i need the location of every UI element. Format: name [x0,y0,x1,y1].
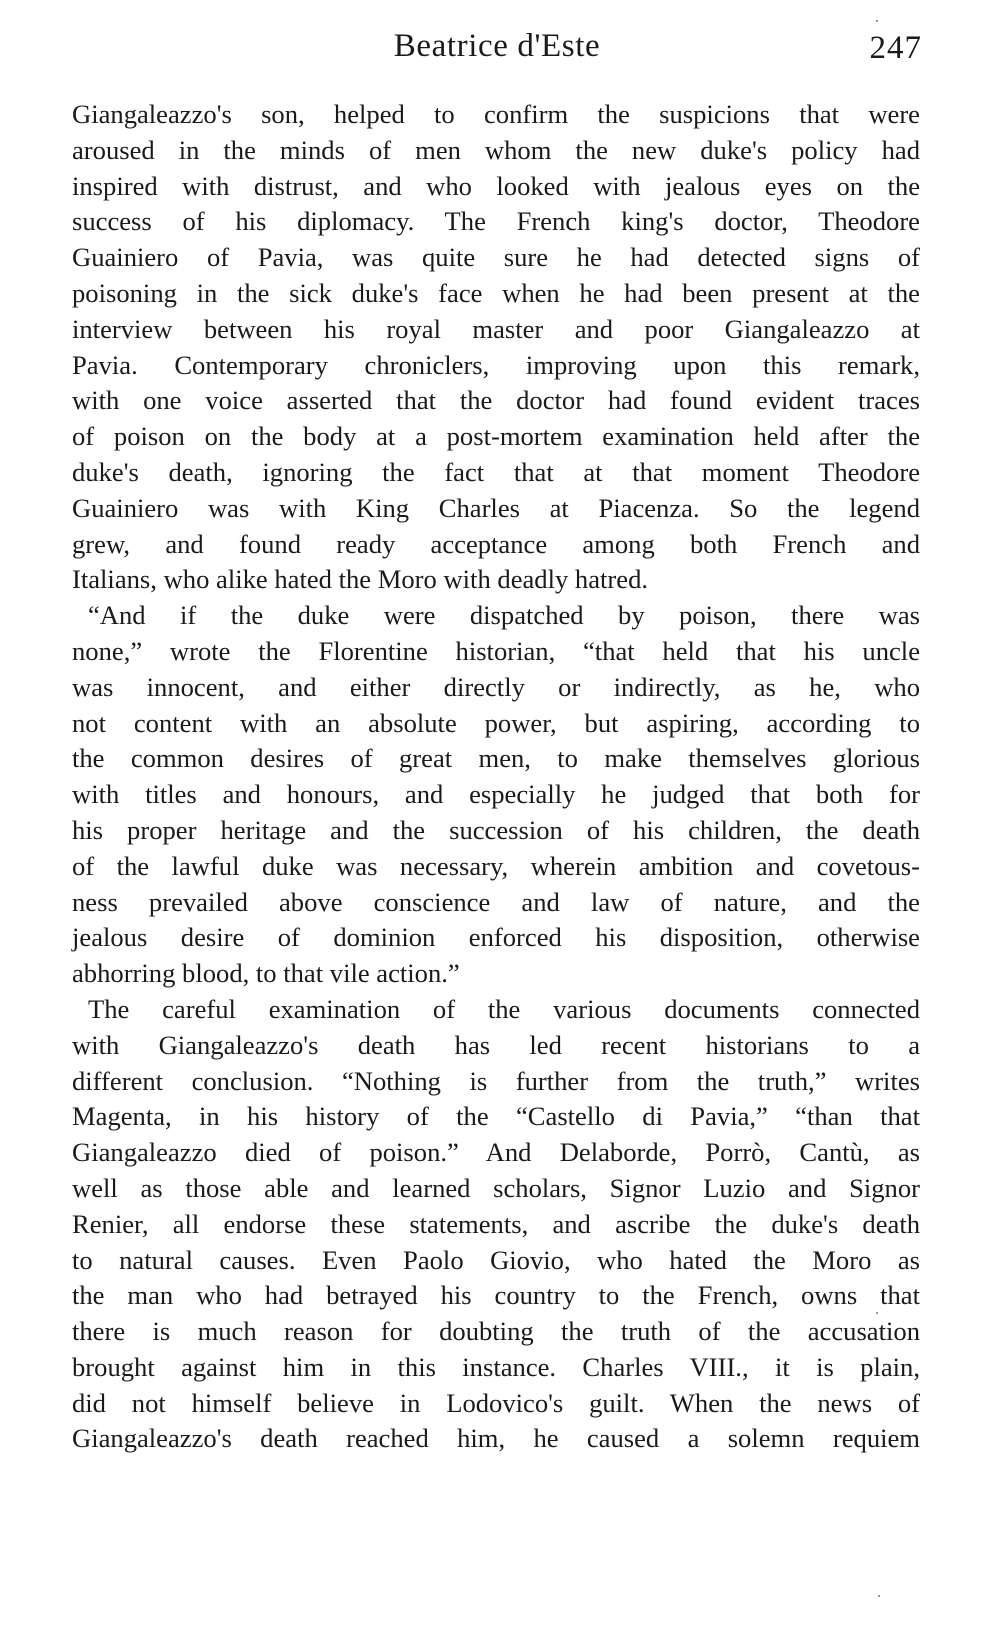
scan-speck [876,1312,878,1314]
page-number: 247 [869,30,922,66]
text-line: Giangaleazzo died of poison.” And Delaborde, Porrò, Cantù, as [72,1137,920,1168]
text-line: not content with an absolute power, but aspiring, according to [72,707,920,738]
text-line: “And if the duke were dispatched by poison, there was [88,600,920,631]
text-line: Renier, all endorse these statements, and ascribe the duke's death [72,1208,920,1239]
text-line: The careful examination of the various documents connected [88,993,920,1024]
running-head [72,28,922,76]
text-line: well as those able and learned scholars, Signor Luzio and Signor [72,1172,920,1203]
text-line: to natural causes. Even Paolo Giovio, who hated the Moro as [72,1244,920,1275]
paragraph-1 [72,97,920,598]
paragraph-3 [72,992,920,1457]
text-line: jealous desire of dominion enforced his disposition, otherwise [72,922,920,953]
text-line: his proper heritage and the succession of his children, the death [72,814,920,845]
text-line: abhorring blood, to that vile action.” [72,958,460,989]
text-line: did not himself believe in Lodovico's guilt. When the news of [72,1387,920,1418]
text-line: inspired with distrust, and who looked with jealous eyes on the [72,170,920,201]
text-line: Giangaleazzo's death reached him, he caused a solemn requiem [72,1423,920,1454]
scan-speck [878,1595,880,1597]
text-line: Italians, who alike hated the Moro with deadly hatred. [72,564,649,595]
text-line: the common desires of great men, to make themselves glorious [72,743,920,774]
text-line: with Giangaleazzo's death has led recent historians to a [72,1029,920,1060]
text-line: Guainiero was with King Charles at Piacenza. So the legend [72,492,920,523]
body-text [72,97,920,1457]
text-line: poisoning in the sick duke's face when he had been present at the [72,277,920,308]
text-line: different conclusion. “Nothing is further from the truth,” writes [72,1065,920,1096]
text-line: of the lawful duke was necessary, wherein ambition and covetous- [72,850,920,881]
text-line: ness prevailed above conscience and law of nature, and the [72,886,920,917]
text-line: aroused in the minds of men whom the new duke's policy had [72,134,920,165]
text-line: the man who had betrayed his country to the French, owns that [72,1280,920,1311]
text-line: was innocent, and either directly or indirectly, as he, who [72,671,920,702]
paragraph-2 [72,598,920,992]
text-line: Giangaleazzo's son, helped to confirm the suspicions that were [72,99,920,129]
text-line: grew, and found ready acceptance among both French and [72,528,920,559]
scan-speck [876,20,878,22]
text-line: there is much reason for doubting the truth of the accusation [72,1316,920,1347]
text-line: with titles and honours, and especially he judged that both for [72,779,920,810]
text-line: none,” wrote the Florentine historian, “that held that his uncle [72,635,920,666]
text-line: of poison on the body at a post-mortem examination held after the [72,421,920,452]
text-line: interview between his royal master and poor Giangaleazzo at [72,313,920,344]
text-line: Magenta, in his history of the “Castello di Pavia,” “than that [72,1101,920,1132]
text-line: Guainiero of Pavia, was quite sure he had detected signs of [72,242,920,273]
running-title: Beatrice d'Este [393,28,601,64]
text-line: brought against him in this instance. Charles VIII., it is plain, [72,1351,920,1382]
text-line: with one voice asserted that the doctor had found evident traces [72,385,920,416]
text-line: Pavia. Contemporary chroniclers, improving upon this remark, [72,349,920,380]
text-line: duke's death, ignoring the fact that at that moment Theodore [72,456,920,487]
text-line: success of his diplomacy. The French king's doctor, Theodore [72,206,920,237]
